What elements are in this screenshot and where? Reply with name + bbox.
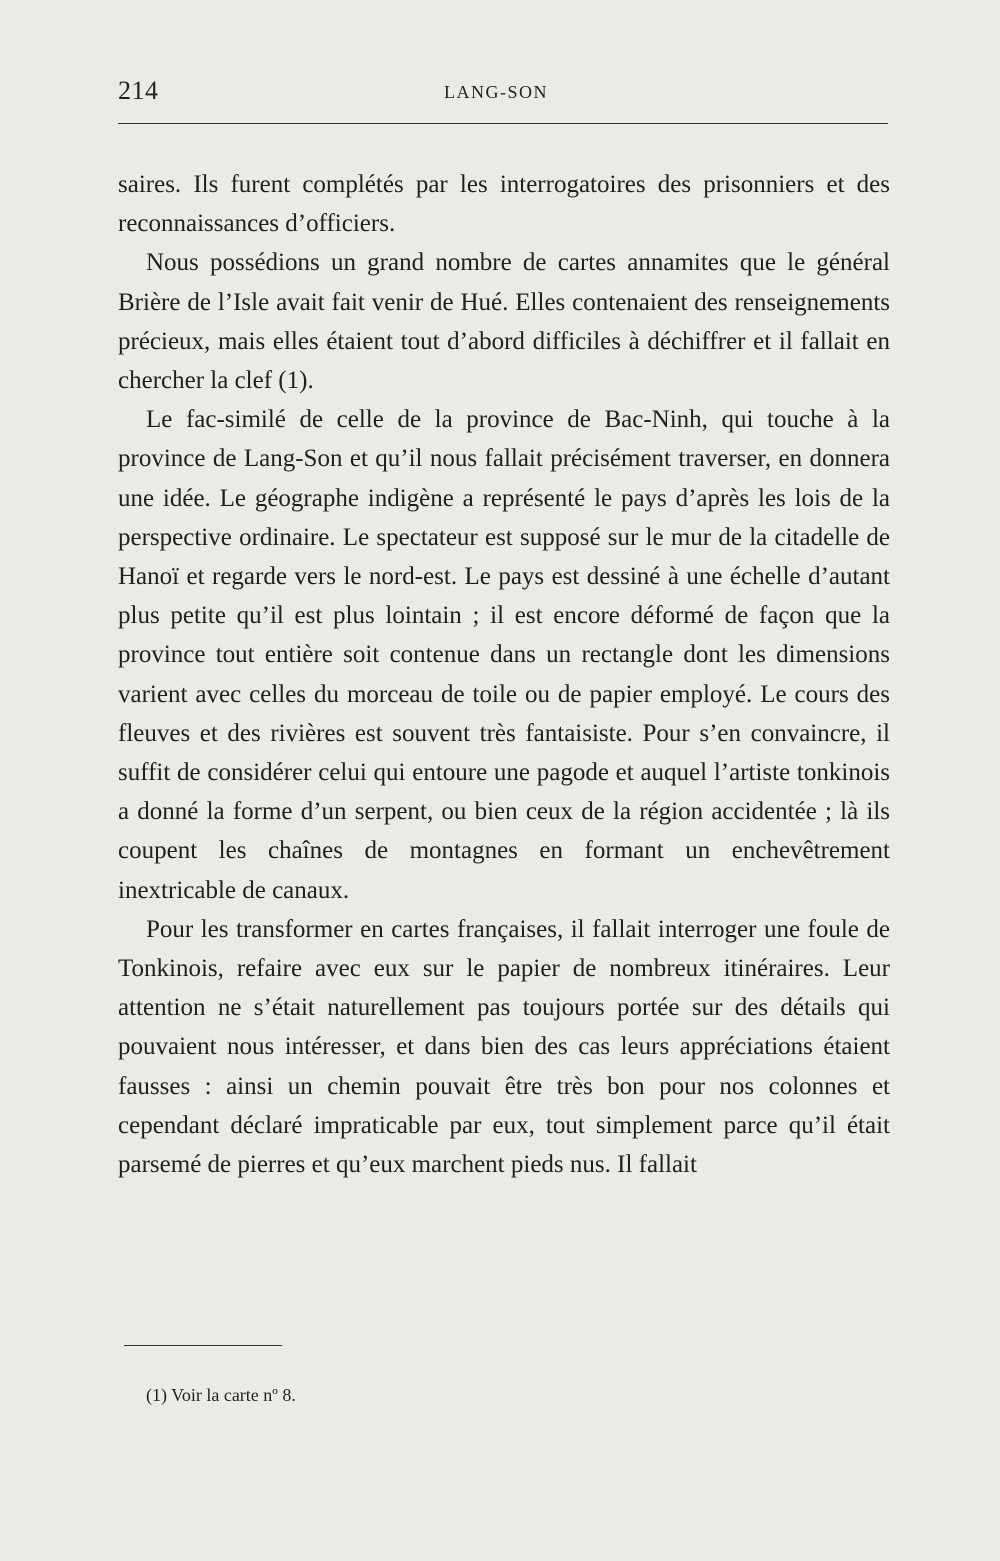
- page-header: [118, 76, 888, 116]
- footnote: (1) Voir la carte nº 8.: [146, 1385, 296, 1405]
- running-title: LANG-SON: [444, 82, 548, 102]
- paragraph-continuation: saires. Ils furent complétés par les interrogatoires des prisonniers et des reconnaissances d’officiers.: [118, 171, 890, 238]
- paragraph: Le fac-similé de celle de la province de Bac-Ninh, qui touche à la province de Lang-Son et qu’il nous fallait précisément traverser, en donnera une idée. Le géographe indigène a représenté le pays d’après les lois de la perspective ordinaire. Le spectateur est supposé sur le mur de la citadelle de Hanoï et regarde vers le nord-est. Le pays est dessiné à une échelle d’autant plus petite qu’il est plus lointain ; il est encore déformé de façon que la province tout entière soit contenue dans un rectangle dont les dimensions varient avec celles du morceau de toile ou de papier employé. Le cours des fleuves et des rivières est souvent très fantaisiste. Pour s’en convaincre, il suffit de considérer celui qui entoure une pagode et auquel l’artiste tonkinois a donné la forme d’un serpent, ou bien ceux de la région accidentée ; là ils coupent les chaînes de montagnes en formant un enchevêtrement inextricable de canaux.: [118, 406, 890, 904]
- body-text: [118, 165, 890, 1184]
- paragraph: Pour les transformer en cartes françaises, il fallait interroger une foule de Tonkinois, refaire avec eux sur le papier de nombreux itinéraires. Leur attention ne s’était naturellement pas toujours portée sur des détails qui pouvaient nous intéresser, et dans bien des cas leurs appréciations étaient fausses : ainsi un chemin pouvait être très bon pour nos colonnes et cependant déclaré impraticable par eux, tout simplement parce qu’il était parsemé de pierres et qu’eux marchent pieds nus. Il fallait: [118, 915, 890, 1179]
- footnote-rule: [124, 1345, 282, 1346]
- paragraph: Nous possédions un grand nombre de cartes annamites que le général Brière de l’Isle avait fait venir de Hué. Elles contenaient des renseignements précieux, mais elles étaient tout d’abord difficiles à déchiffrer et il fallait en chercher la clef (1).: [118, 249, 890, 395]
- header-rule: [118, 123, 888, 124]
- page-number: 214: [118, 76, 159, 105]
